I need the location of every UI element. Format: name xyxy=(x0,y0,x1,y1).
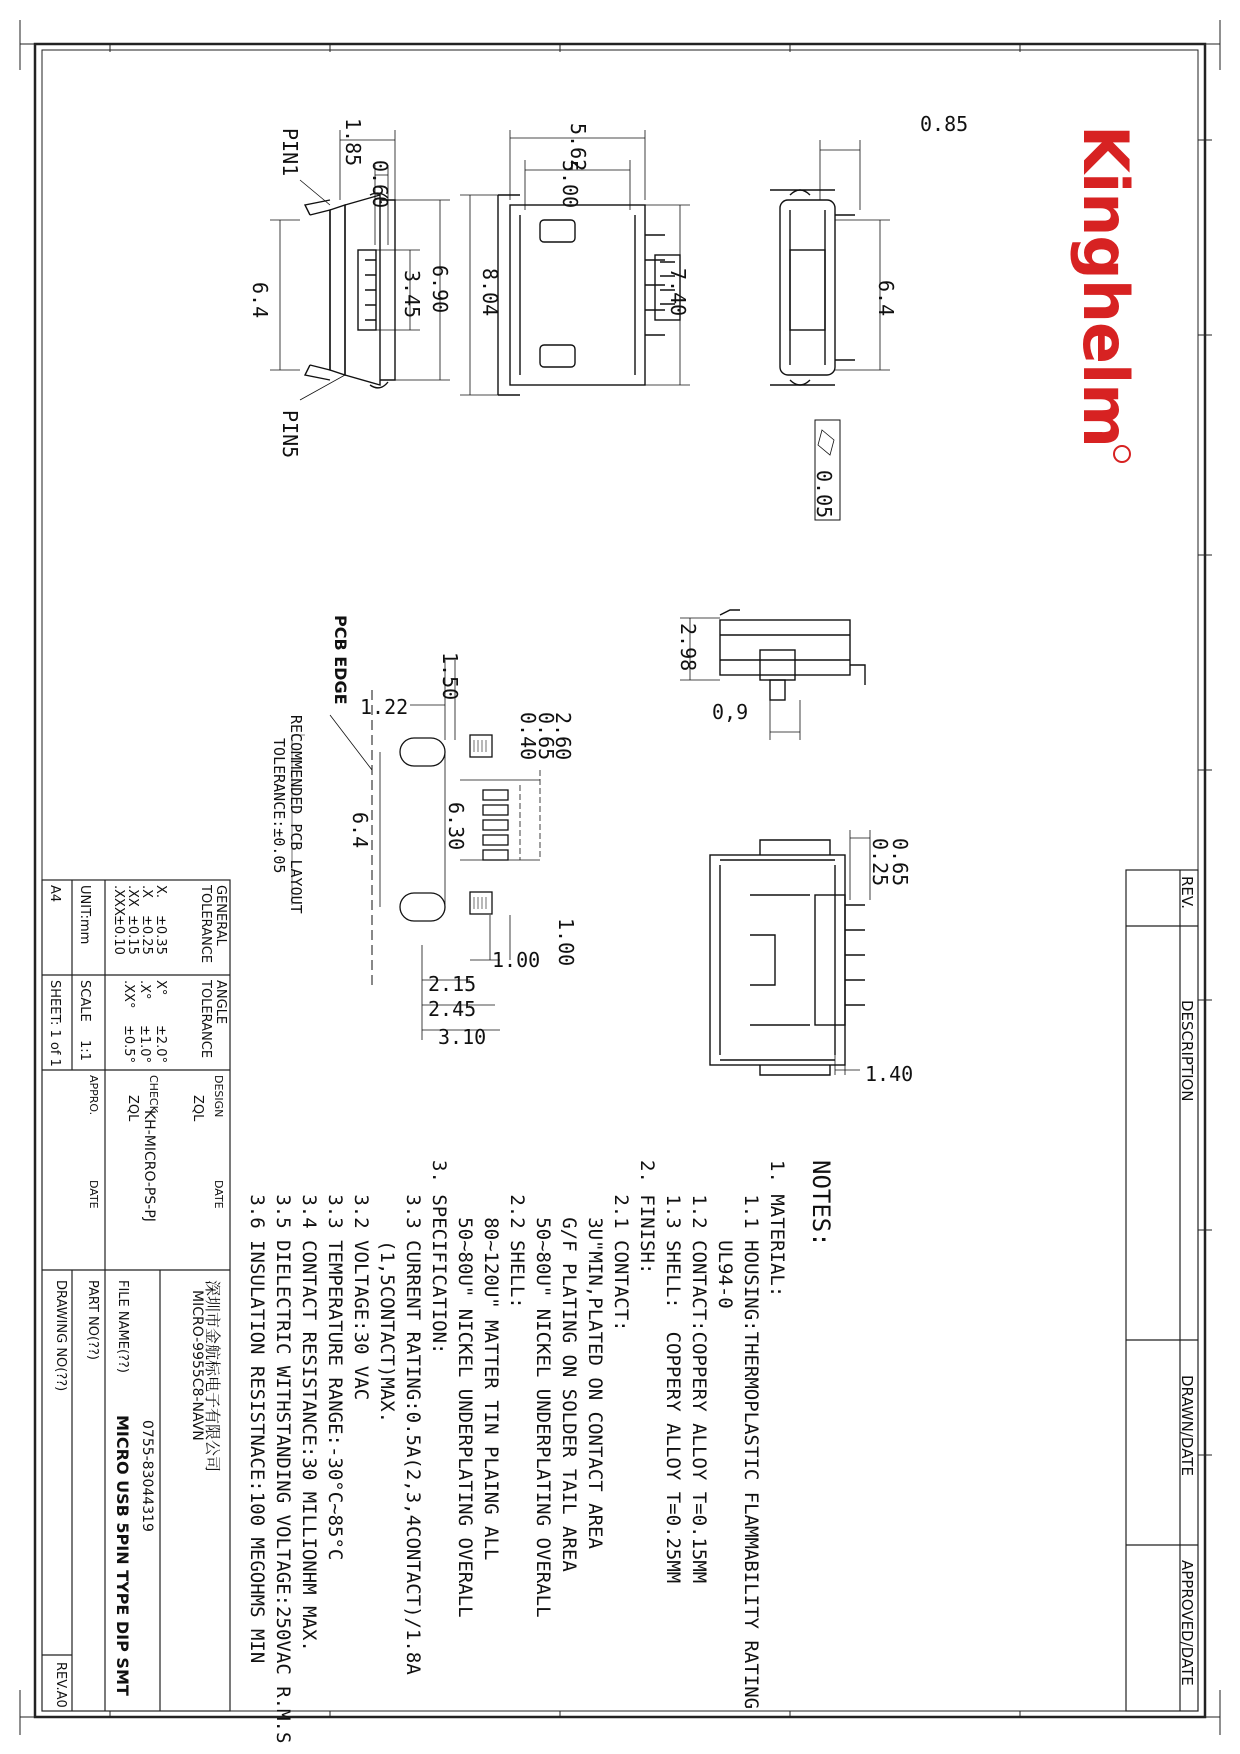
note-line: 3.5 DIELECTRIC WITHSTANDING VOLTAGE:250VAC R.M.S xyxy=(272,1160,294,1744)
part-no-label: PART NO(??) xyxy=(85,1280,100,1360)
note-line: 50~80U" NICKEL UNDERPLATING OVERALL xyxy=(532,1160,554,1618)
check-label: CHECK xyxy=(147,1075,160,1113)
note-line: 3. SPECIFICATION: xyxy=(428,1160,450,1355)
description-header: DESCRIPTION xyxy=(1178,1000,1196,1102)
unit-label: UNIT:mm xyxy=(77,885,92,945)
dim-pcb-64: 6.4 xyxy=(348,812,372,849)
scale-label: SCALE xyxy=(77,980,92,1022)
dim-pcb-065: 0.65 xyxy=(534,712,558,761)
dim-side-64: 6.4 xyxy=(874,280,898,317)
pcb-layout-drawing xyxy=(292,660,540,1040)
note-line: 3.4 CONTACT RESISTANCE:30 MILLIONHM MAX. xyxy=(298,1160,320,1652)
pin1-label: PIN1 xyxy=(278,128,302,177)
dim-side-flatness: 0.05 xyxy=(812,470,836,519)
file-name-label: FILE NAME(??) xyxy=(115,1280,130,1373)
note-line: (1,5CONTACT)MAX. xyxy=(376,1160,398,1424)
note-line: 3.6 INSULATION RESISTNACE:100 MEGOHMS MIN xyxy=(246,1160,268,1664)
size-label: A4 xyxy=(47,885,62,903)
drawn-date-header: DRAWN/DATE xyxy=(1178,1375,1196,1476)
note-line: 1.1 HOUSING:THERMOPLASTIC FLAMMABILITY RATING xyxy=(740,1160,762,1710)
dim-top-562: 5.62 xyxy=(566,123,590,172)
note-line: 80~120U" MATTER TIN PLAING ALL xyxy=(480,1160,502,1561)
ang3-label: .XX° xyxy=(121,980,136,1009)
note-line: 1. MATERIAL: xyxy=(766,1160,788,1298)
general-tolerance-label: GENERAL TOLERANCE xyxy=(198,885,228,964)
dim-side-085: 0.85 xyxy=(920,112,969,136)
ang2-label: .X° xyxy=(137,980,152,1000)
ang1-label: X° xyxy=(153,980,168,996)
company-code: MICRO-9955C8-NAVN xyxy=(189,1290,205,1441)
dim-top-804: 8.04 xyxy=(478,268,502,317)
dim-pcb-150: 1.50 xyxy=(438,652,462,701)
tol-xxxx: ±0.10 xyxy=(111,915,126,955)
design-value: ZQL xyxy=(190,1095,205,1122)
design-label: DESIGN xyxy=(212,1075,225,1118)
approved-date-header: APPROVED/DATE xyxy=(1178,1560,1196,1686)
dim-pcb-040: 0.40 xyxy=(516,712,540,761)
pcb-layout-tolerance: TOLERANCE:±0.05 xyxy=(270,738,288,874)
dim-bottom-140: 1.40 xyxy=(865,1062,914,1086)
tol-x: ±0.35 xyxy=(153,915,168,955)
tol-xx: ±0.25 xyxy=(139,915,154,955)
tol-xxxx-label: .XXX xyxy=(111,885,126,916)
part-no-value: 0755-83044319 xyxy=(139,1420,155,1532)
tol-xxx: ±0.15 xyxy=(125,915,140,955)
dim-front-185: 1.85 xyxy=(341,118,365,167)
angle-tolerance-label: ANGLE TOLERANCE xyxy=(198,980,228,1059)
note-line: 3.3 CURRENT RATING:0.5A(2,3,4CONTACT)/1.8A xyxy=(402,1160,424,1675)
note-line: 2.2 SHELL: xyxy=(506,1160,528,1309)
notes-block xyxy=(244,1160,790,1743)
dim-small-09: 0,9 xyxy=(712,700,749,724)
tol-xx-label: .X xyxy=(139,885,154,899)
sheet-label: SHEET: 1 of 1 xyxy=(47,980,62,1067)
dim-pcb-310: 3.10 xyxy=(438,1025,487,1049)
pin5-label: PIN5 xyxy=(278,410,302,459)
company-name: 深圳市金航标电子有限公司 xyxy=(203,1280,222,1473)
dim-pcb-100a: 1.00 xyxy=(554,918,578,967)
pcb-edge-label: PCB EDGE xyxy=(331,615,350,705)
note-line: 50~80U" NICKEL UNDERPLATING OVERALL xyxy=(454,1160,476,1618)
dim-pcb-100b: 1.00 xyxy=(492,948,541,972)
small-side-view-drawing xyxy=(680,610,865,740)
note-line: 3.2 VOLTAGE:30 VAC xyxy=(350,1160,372,1401)
dim-small-298: 2.98 xyxy=(676,623,700,672)
side-view-drawing xyxy=(770,140,890,520)
check-value: ZQL xyxy=(125,1095,140,1122)
note-line: 2.1 CONTACT: xyxy=(610,1160,632,1332)
dim-pcb-260: 2.60 xyxy=(551,712,575,761)
drawing-no-label: DRAWING NO(??) xyxy=(53,1280,68,1392)
file-name-value: KH-MICRO-PS-PJ xyxy=(141,1110,157,1222)
rev-header: REV. xyxy=(1178,876,1196,909)
note-line: 3U"MIN,PLATED ON CONTACT AREA xyxy=(584,1160,606,1549)
ang3: ±0.5° xyxy=(121,1025,136,1064)
appro-label: APPRO. xyxy=(87,1075,100,1116)
dim-top-740: 7.40 xyxy=(666,268,690,317)
dim-front-64: 6.4 xyxy=(248,282,272,319)
note-line: 3.3 TEMPERATURE RANGE:-30°C~85°C xyxy=(324,1160,346,1561)
date-label-2: DATE xyxy=(87,1180,100,1209)
dim-top-500: 5.00 xyxy=(558,160,582,209)
dim-pcb-630: 6.30 xyxy=(444,802,468,851)
dim-front-060: 0.60 xyxy=(368,160,392,209)
dim-front-345: 3.45 xyxy=(400,270,424,319)
note-line: 1.2 CONTACT:COPPERY ALLOY T=0.15MM xyxy=(688,1160,710,1584)
dim-bottom-025: 0.25 xyxy=(868,838,892,887)
dim-pcb-215: 2.15 xyxy=(428,972,477,996)
dim-pcb-245: 2.45 xyxy=(428,997,477,1021)
scale-value: 1:1 xyxy=(77,1040,92,1061)
brand-logo: Kinghelm xyxy=(1069,125,1142,447)
date-label-1: DATE xyxy=(212,1180,225,1209)
notes-title: NOTES: xyxy=(807,1160,835,1247)
tol-xxx-label: .XX xyxy=(125,885,140,907)
note-line: G/F PLATING ON SOLDER TAIL AREA xyxy=(558,1160,580,1572)
ang1: ±2.0° xyxy=(153,1025,168,1064)
tol-x-label: X. xyxy=(153,885,168,899)
note-line: UL94-0 xyxy=(714,1160,736,1309)
registered-circle xyxy=(1114,446,1130,462)
ang2: ±1.0° xyxy=(137,1025,152,1064)
note-line: 1.3 SHELL: COPPERY ALLOY T=0.25MM xyxy=(662,1160,684,1584)
rev-value: REV.A0 xyxy=(53,1662,68,1708)
drawing-title: MICRO USB 5PIN TYPE DIP SMT xyxy=(113,1415,132,1696)
dim-front-690: 6.90 xyxy=(428,265,452,314)
dim-bottom-065: 0.65 xyxy=(888,838,912,887)
pcb-layout-title: RECOMMENDED PCB LAYOUT xyxy=(287,715,305,914)
bottom-view-drawing xyxy=(710,830,870,1075)
dim-pcb-122: 1.22 xyxy=(360,695,409,719)
note-line: 2. FINISH: xyxy=(636,1160,658,1275)
